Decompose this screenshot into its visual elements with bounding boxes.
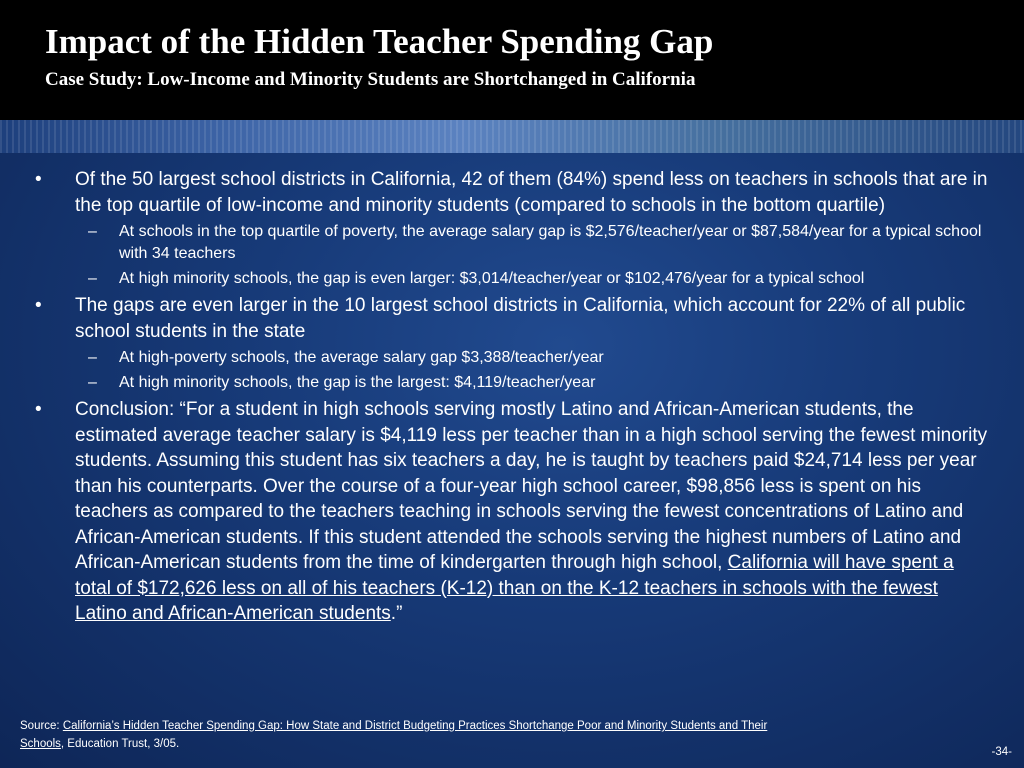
sub-bullet-marker: – <box>88 349 97 366</box>
sub-bullet-text: At schools in the top quartile of poverty, the average salary gap is $2,576/teacher/year or $87,584/year for a typical school with 34 teachers <box>119 223 982 262</box>
decorative-band <box>0 120 1024 153</box>
conclusion-text: Conclusion: “For a student in high schools serving mostly Latino and African-American students, the estimated average teacher salary is $4,119 less per teacher than in a high school serving the fewest minority students. Assuming this student has six teachers a day, he is taught by teachers paid $24,714 less per year than his counterparts. Over the course of a four-year high school career, $98,856 less is spent on his teachers as compared to the teachers teaching in schools serving the fewest concentrations of Latino and African-American students. If this student attended the schools serving the highest numbers of Latino and African-American students from the time of kindergarten through high school, <box>75 399 988 573</box>
source-title-link[interactable]: California’s Hidden Teacher Spending Gap: How State and District Budgeting Practices Shortchange Poor and Minority Students and Their Schools <box>20 720 768 750</box>
bullet-marker: • <box>35 399 42 420</box>
source-citation <box>20 717 780 753</box>
conclusion-closing-quote: .” <box>390 603 403 624</box>
sub-bullet-text: At high minority schools, the gap is the largest: $4,119/teacher/year <box>119 374 596 391</box>
sub-bullet-item <box>32 372 994 394</box>
sub-bullet-text: At high minority schools, the gap is even larger: $3,014/teacher/year or $102,476/year for a typical school <box>119 270 865 287</box>
bullet-item-conclusion <box>32 397 994 627</box>
slide-title: Impact of the Hidden Teacher Spending Gap <box>45 22 714 61</box>
bullet-list <box>32 167 994 630</box>
conclusion-underlined-text: California will have spent a total of $172,626 less on all of his teachers (K-12) than on the K-12 teachers in schools with the fewest Latino and African-American students <box>75 552 954 624</box>
bullet-text: Of the 50 largest school districts in California, 42 of them (84%) spend less on teachers in schools that are in the top quartile of low-income and minority students (compared to schools in the bottom quartile) <box>75 169 988 216</box>
sub-bullet-item <box>32 221 994 265</box>
page-number: -34- <box>991 746 1012 758</box>
slide-subtitle: Case Study: Low-Income and Minority Students are Shortchanged in California <box>45 69 696 90</box>
slide-header <box>0 0 1024 120</box>
sub-bullet-item <box>32 268 994 290</box>
sub-bullet-marker: – <box>88 270 97 287</box>
source-prefix: Source: <box>20 720 63 732</box>
bullet-marker: • <box>35 169 42 190</box>
bullet-text: The gaps are even larger in the 10 largest school districts in California, which account for 22% of all public school students in the state <box>75 295 966 342</box>
sub-bullet-marker: – <box>88 223 97 240</box>
source-suffix: , Education Trust, 3/05. <box>60 738 180 750</box>
sub-bullet-text: At high-poverty schools, the average salary gap $3,388/teacher/year <box>119 349 604 366</box>
sub-bullet-item <box>32 347 994 369</box>
sub-bullet-marker: – <box>88 374 97 391</box>
bullet-marker: • <box>35 295 42 316</box>
bullet-item <box>32 167 994 218</box>
bullet-item <box>32 293 994 344</box>
